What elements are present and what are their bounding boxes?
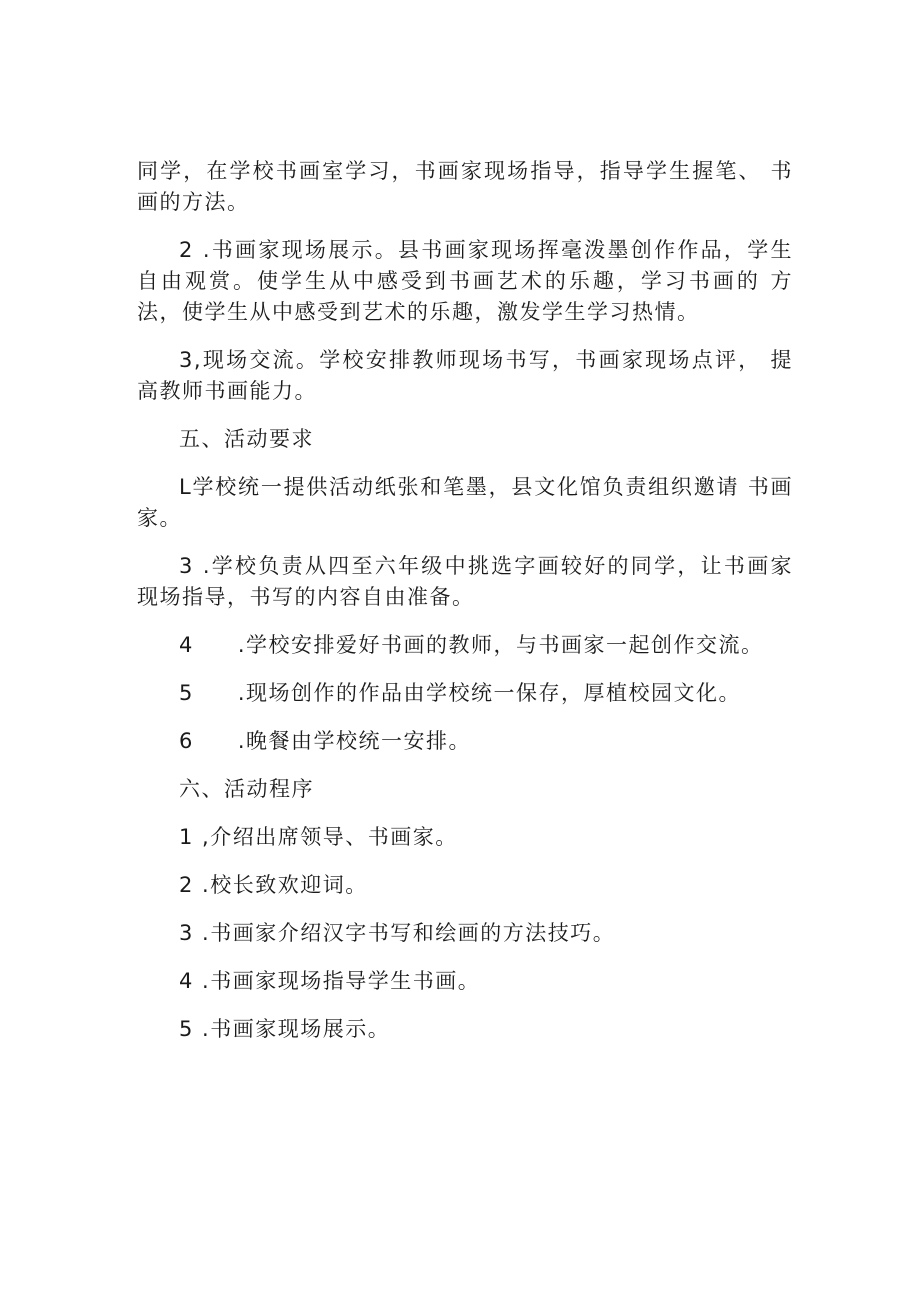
item-text: .晚餐由学校统一安排。 [237,729,472,753]
item-text: .学校安排爱好书画的教师，与书画家一起创作交流。 [237,633,764,657]
program-item-5: 5 .书画家现场展示。 [179,1017,391,1041]
item-number: 6 [179,729,194,753]
program-item-1: 1 ,介绍出席领导、书画家。 [179,825,458,849]
section-heading-five: 五、活动要求 [179,427,314,451]
document-body [137,156,793,1062]
numbered-item-6 [137,726,793,757]
item-number: 4 [179,633,194,657]
numbered-item-5 [137,678,793,709]
paragraph-continuation: 同学，在学校书画室学习，书画家现场指导，指导学生握笔、 书画的方法。 [137,159,793,214]
section-heading-six: 六、活动程序 [179,777,314,801]
program-item-4: 4 .书画家现场指导学生书画。 [179,969,481,993]
program-item-2: 2 .校长致欢迎词。 [179,873,368,897]
paragraph-item-3: 3,现场交流。学校安排教师现场书写，书画家现场点评， 提高教师书画能力。 [137,348,793,403]
item-number: 5 [179,681,194,705]
paragraph-item-2: 2 .书画家现场展示。县书画家现场挥毫泼墨创作作品，学生自由观赏。使学生从中感受到书画艺术的乐趣，学习书画的 方法，使学生从中感受到艺术的乐趣，激发学生学习热情。 [137,238,793,324]
item-text: .现场创作的作品由学校统一保存，厚植校园文化。 [237,681,742,705]
numbered-item-4 [137,630,793,661]
program-item-3: 3 .书画家介绍汉字书写和绘画的方法技巧。 [179,921,616,945]
paragraph-requirement-3: 3 .学校负责从四至六年级中挑选字画较好的同学，让书画家现场指导，书写的内容自由准备。 [137,554,793,609]
paragraph-requirement-1: L学校统一提供活动纸张和笔墨，县文化馆负责组织邀请 书画家。 [137,475,793,530]
